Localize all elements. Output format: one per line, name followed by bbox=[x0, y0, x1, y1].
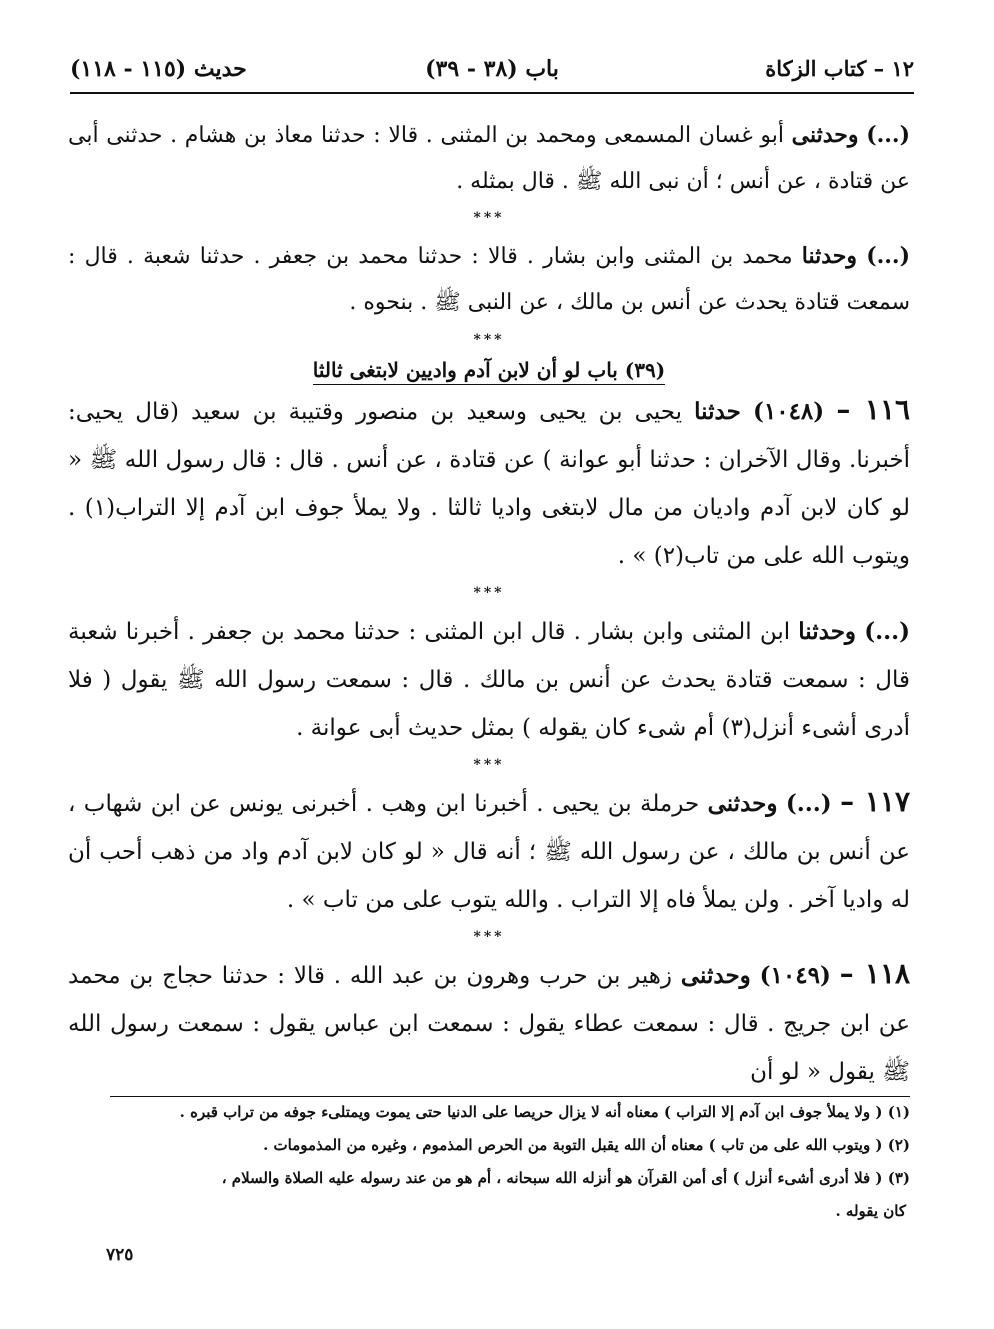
hadith-text: ابن المثنى وابن بشار . قال ابن المثنى : حدثنا محمد بن جعفر . أخبرنا شعبة قال : سمعت قتادة يحدث عن أنس بن مالك . قال : سمعت رسول الله ﷺ يقول ( فلا أدرى أشىء أنزل(٣) أم شىء كان يقوله ) بمثل حديث أبى عوانة . bbox=[68, 619, 910, 741]
hadith-text: يحيى بن يحيى وسعيد بن منصور وقتيبة بن سعيد (قال يحيى: أخبرنا. وقال الآخران : حدثنا أبو عوانة ) عن قتادة ، عن أنس . قال : قال رسول الله ﷺ « لو كان لابن آدم واديان من مال لابتغى واديا ثالثا . ولا يملأ جوف ابن آدم إلا التراب(١) . ويتوب الله على من تاب(٢) » . bbox=[68, 399, 910, 569]
isnad-lead: وحدثنا bbox=[801, 243, 858, 269]
hadith-number: ١١٧ – bbox=[840, 785, 911, 818]
hadith-text: حرملة بن يحيى . أخبرنا ابن وهب . أخبرنى يونس عن ابن شهاب ، عن أنس بن مالك ، عن رسول الله ﷺ ؛ أنه قال « لو كان لابن آدم واد من ذهب أحب أن له واديا آخر . ولن يملأ فاه إلا التراب . والله يتوب على من تاب » . bbox=[68, 791, 910, 913]
hadith-ref: (١٠٤٨) bbox=[752, 398, 825, 425]
footnote: (١) ( ولا يملأ جوف ابن آدم إلا التراب ) معناه أنه لا يزال حريصا على الدنيا حتى يموت ويمتلىء جوفه من تراب قبره . bbox=[179, 1103, 910, 1121]
hadith-paragraph bbox=[68, 110, 910, 205]
isnad-lead: وحدثنا bbox=[798, 618, 857, 645]
main-text bbox=[68, 110, 910, 1096]
hadith-text: أبو غسان المسمعى ومحمد بن المثنى . قالا : حدثنا معاذ بن هشام . حدثنى أبى عن قتادة ، عن أنس ؛ أن نبى الله ﷺ . قال بمثله . bbox=[68, 123, 910, 194]
header-book-title: ١٢ – كتاب الزكاة bbox=[765, 56, 914, 81]
isnad-lead: وحدثنى bbox=[680, 962, 751, 989]
header-hadith-range: حديث (١١٥ - ١١٨) bbox=[70, 56, 247, 82]
chapter-title bbox=[68, 358, 910, 382]
stars-separator: *** bbox=[473, 332, 505, 348]
hadith-paragraph bbox=[68, 606, 910, 752]
hadith-paragraph bbox=[68, 778, 910, 924]
isnad-lead: وحدثنى bbox=[791, 122, 859, 148]
stars-separator: *** bbox=[473, 757, 505, 773]
hadith-text: زهير بن حرب وهرون بن عبد الله . قالا : حدثنا حجاج بن محمد عن ابن جريج . قال : سمعت عطاء يقول : سمعت ابن عباس يقول : سمعت رسول الله ﷺ يقول « لو أن bbox=[68, 963, 910, 1085]
footnote-continuation: كان يقوله . bbox=[835, 1202, 906, 1220]
stars-separator: *** bbox=[473, 210, 505, 226]
hadith-paragraph bbox=[68, 231, 910, 326]
header-chapter-range: باب (٣٨ - ٣٩) bbox=[425, 56, 559, 82]
hadith-ref: (...) bbox=[866, 243, 910, 269]
hadith-ref: (...) bbox=[785, 790, 832, 817]
footnotes bbox=[70, 1096, 910, 1228]
isnad-lead: وحدثنى bbox=[707, 790, 778, 817]
running-header bbox=[70, 52, 914, 94]
page-number: ٧٢٥ bbox=[106, 1245, 134, 1265]
hadith-ref: (١٠٤٩) bbox=[759, 962, 831, 989]
hadith-number: ١١٨ – bbox=[839, 957, 911, 990]
stars-separator: *** bbox=[473, 929, 505, 945]
footnote: (٢) ( ويتوب الله على من تاب ) معناه أن الله يقبل التوبة من الحرص المذموم ، وغيره من المذمومات . bbox=[263, 1136, 910, 1154]
hadith-ref: (...) bbox=[864, 618, 911, 645]
stars-separator: *** bbox=[473, 585, 505, 601]
hadith-paragraph bbox=[68, 950, 910, 1096]
hadith-number: ١١٦ – bbox=[836, 393, 911, 426]
isnad-lead: حدثنا bbox=[694, 398, 741, 425]
hadith-paragraph bbox=[68, 386, 910, 580]
hadith-text: محمد بن المثنى وابن بشار . قالا : حدثنا محمد بن جعفر . حدثنا شعبة . قال : سمعت قتادة يحدث عن أنس بن مالك ، عن النبى ﷺ . بنحوه . bbox=[68, 244, 910, 315]
chapter-title-text: (٣٩) باب لو أن لابن آدم واديين لابتغى ثالثا bbox=[313, 358, 665, 385]
hadith-ref: (...) bbox=[866, 122, 910, 148]
footnote: (٣) ( فلا أدرى أشىء أنزل ) أى أمن القرآن هو أنزله الله سبحانه ، أم هو من عند رسوله عليه الصلاة والسلام ، bbox=[221, 1169, 910, 1187]
